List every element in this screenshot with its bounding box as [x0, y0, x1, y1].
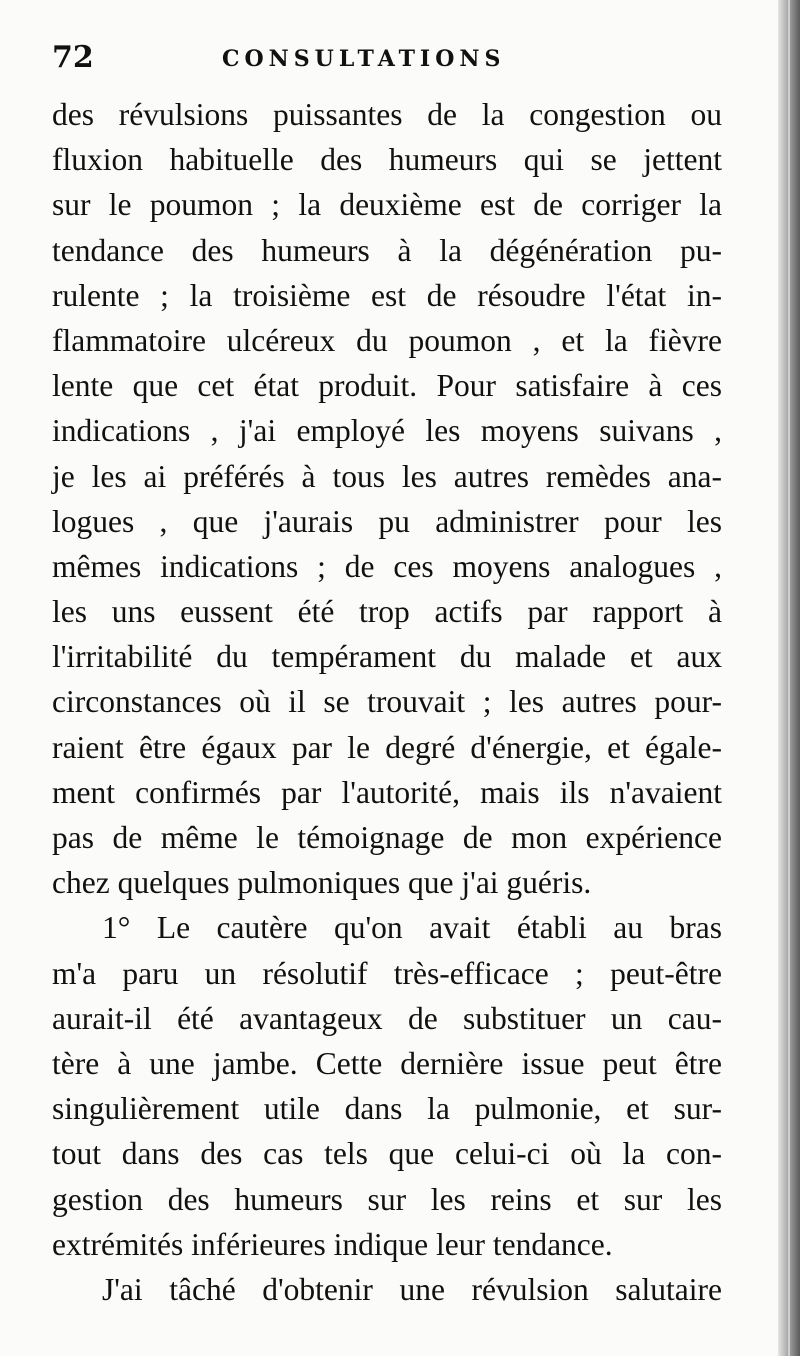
text-line: lente que cet état produit. Pour satisfaire à ces [52, 368, 722, 404]
text-line: extrémités inférieures indique leur tendance. [52, 1226, 613, 1262]
text-line: pas de même le témoignage de mon expérience [52, 820, 722, 855]
text-line: tendance des humeurs à la dégénération pu- [52, 232, 722, 268]
text-line: tère à une jambe. Cette dernière issue peut être [52, 1045, 722, 1081]
running-head: CONSULTATIONS [222, 46, 506, 72]
text-line: l'irritabilité du tempérament du malade et aux [52, 639, 722, 675]
text-line: 1° Le cautère qu'on avait établi au bras [102, 910, 722, 946]
text-line: des révulsions puissantes de la congestion ou [52, 97, 722, 132]
text-line: gestion des humeurs sur les reins et sur les [52, 1181, 722, 1217]
text-line: aurait-il été avantageux de substituer un cau- [52, 1000, 722, 1036]
text-line: tout dans des cas tels que celui-ci où la con- [52, 1136, 722, 1172]
text-line: ment confirmés par l'autorité, mais ils n'avaient [52, 774, 722, 810]
text-line: m'a paru un résolutif très-efficace ; peut-être [52, 955, 722, 991]
text-line: circonstances où il se trouvait ; les autres pour- [52, 684, 722, 720]
text-line: indications , j'ai employé les moyens suivans , [52, 413, 722, 449]
page-number: 72 [52, 40, 94, 75]
text-line: sur le poumon ; la deuxième est de corriger la [52, 187, 722, 223]
text-line: fluxion habituelle des humeurs qui se jettent [52, 142, 722, 178]
text-line: raient être égaux par le degré d'énergie, et égale- [52, 729, 722, 765]
text-line: flammatoire ulcéreux du poumon , et la fièvre [52, 322, 722, 358]
text-line: J'ai tâché d'obtenir une révulsion salutaire [102, 1271, 722, 1307]
text-line: rulente ; la troisième est de résoudre l'état in- [52, 277, 722, 313]
text-line: logues , que j'aurais pu administrer pour les [52, 503, 722, 539]
page-header [52, 40, 732, 86]
page-edge-line [788, 0, 790, 1356]
body-text [52, 92, 722, 1312]
text-line: chez quelques pulmoniques que j'ai guéris. [52, 865, 592, 901]
text-line: je les ai préférés à tous les autres remèdes ana- [52, 458, 722, 494]
text-line: mêmes indications ; de ces moyens analogues , [52, 548, 722, 584]
text-line: les uns eussent été trop actifs par rapport à [52, 594, 722, 630]
text-line: singulièrement utile dans la pulmonie, et sur- [52, 1091, 722, 1127]
